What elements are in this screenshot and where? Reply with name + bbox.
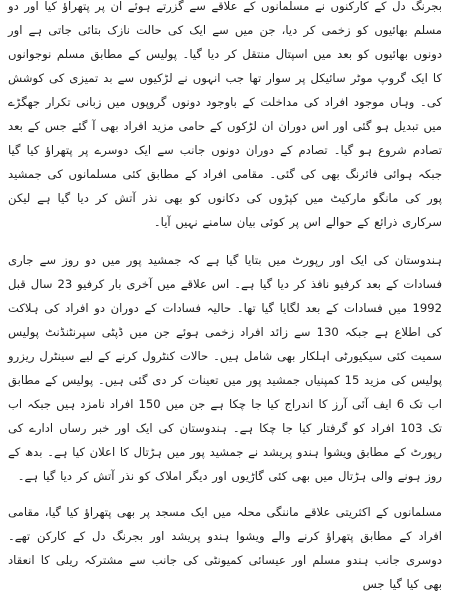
article-paragraph-3: مسلمانوں کے اکثریتی علاقے ماننگی محلہ میں ایک مسجد پر بھی پتھراؤ کیا گیا، مقامی افراد کے مطابق پتھراؤ کرنے والے ویشوا ہندو پریشد اور بجرنگ دل کے کارکن تھے۔ دوسری جانب ہندو مسلم اور عیسائی کمیونٹی کی جانب سے مشترکہ ریلی کا انعقاد بھی کیا گیا جس [8, 505, 442, 591]
article-paragraph-2: ہندوستان کی ایک اور رپورٹ میں بتایا گیا ہے کہ جمشید پور میں دو روز سے جاری فسادات کے بعد کرفیو نافذ کر دیا گیا ہے۔ اس علاقے میں آخری بار کرفیو 23 سال قبل 1992 میں فسادات کے بعد لگایا گیا تھا۔ حالیہ فسادات کے دوران دو افراد کی ہلاکت کی اطلاع ہے جبکہ 130 سے زائد افراد زخمی ہوئے جن میں ڈپٹی سپرنٹنڈنٹ پولیس سمیت کئی سیکیورٹی اہلکار بھی شامل ہیں۔ حالات کنٹرول کرنے کے لیے سینٹرل ریزرو پولیس کی مزید 15 کمپنیاں جمشید پور میں تعینات کر دی گئی ہیں۔ پولیس کے مطابق اب تک 6 ایف آئی آرز کا اندراج کیا جا چکا ہے جن میں 150 افراد نامزد ہیں جبکہ اب تک 103 افراد کو گرفتار کیا جا چکا ہے۔ ہندوستان کی ایک اور خبر رساں ادارے کی رپورٹ کے مطابق ویشوا ہندو پریشد نے جمشید پور میں ہڑتال کا اعلان کیا ہے۔ بدھ کے روز ہونے والی ہڑتال میں بھی کئی گاڑیوں اور دیگر املاک کو نذر آتش کر دیا گیا ہے۔ [8, 253, 443, 483]
article-paragraph-1: بجرنگ دل کے کارکنوں نے مسلمانوں کے علاقے سے گزرتے ہوئے ان پر پتھراؤ کیا اور دو مسلم بھائیوں کو زخمی کر دیا، جن میں سے ایک کی حالت نازک بتائی جاتی ہے اور دونوں بھائیوں کو بعد میں اسپتال منتقل کر دیا گیا۔ پولیس کے مطابق مسلم نوجوانوں کا ایک گروپ موٹر سائیکل پر سوار تھا جب انہوں نے لڑکیوں سے بد تمیزی کی کوشش کی۔ وہاں موجود افراد کی مداخلت کے باوجود دونوں گروپوں میں زبانی تکرار جھگڑے میں تبدیل ہو گئی اور اس دوران ان لڑکوں کے حامی مزید افراد بھی آ گئے جس کے بعد تصادم شروع ہو گیا۔ تصادم کے دوران دونوں جانب سے ایک دوسرے پر پتھراؤ کیا گیا جبکہ ہوائی فائرنگ بھی کی گئی۔ مقامی افراد کے مطابق کئی مسلمانوں کی جمشید پور کی مانگو مارکیٹ میں کپڑوں کی دکانوں کو بھی نذر آتش کر دیا گیا ہے لیکن سرکاری ذرائع کے حوالے اس پر کوئی بیان سامنے نہیں آیا۔ [8, 0, 442, 229]
